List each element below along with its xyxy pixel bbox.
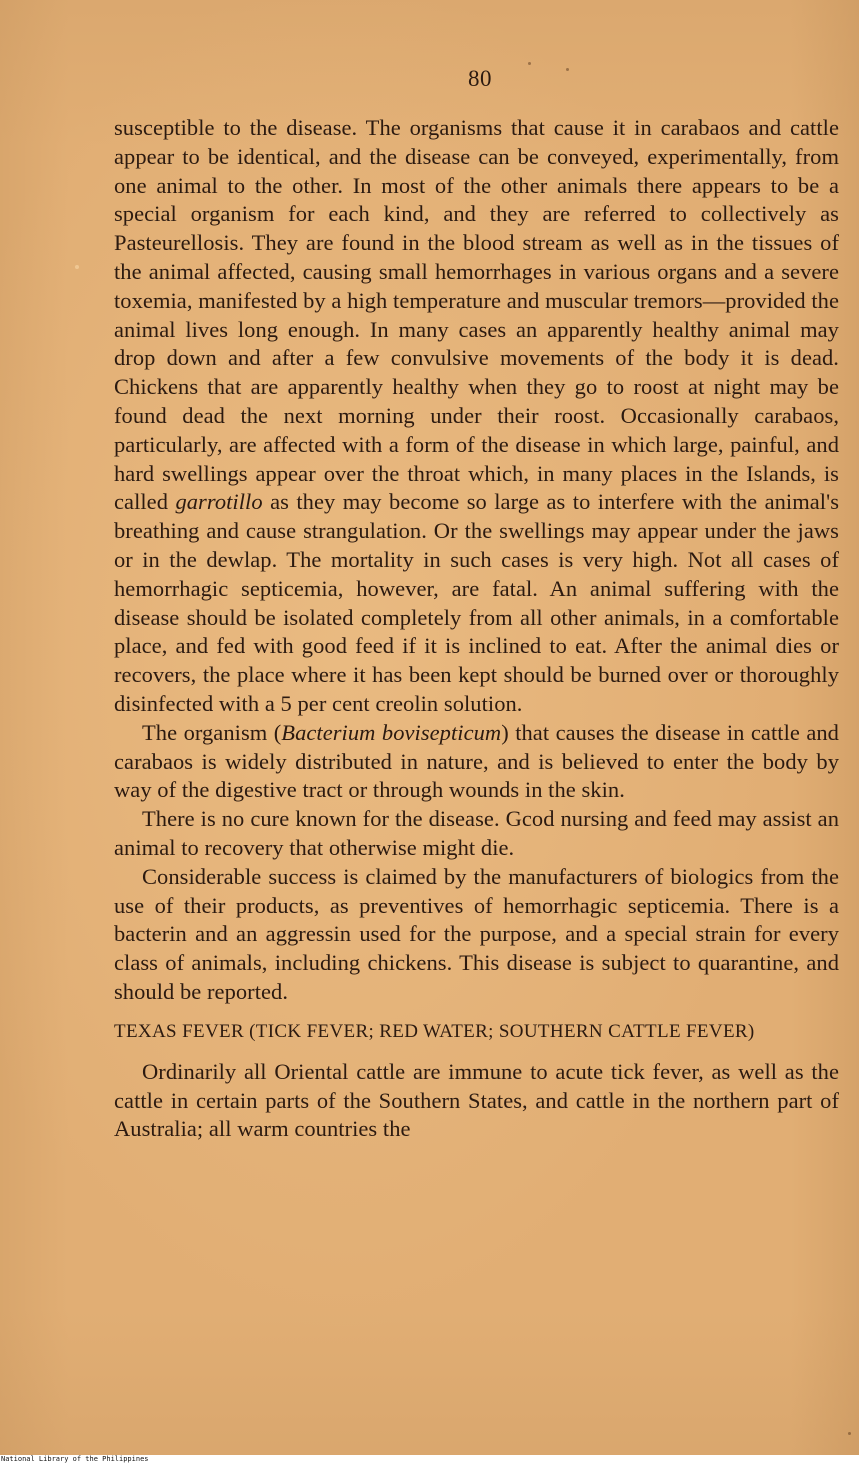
- body-text: [114, 114, 839, 1144]
- section-heading-texas-fever: TEXAS FEVER (TICK FEVER; RED WATER; SOUTHERN CATTLE FEVER): [114, 1020, 755, 1042]
- paper-speck: [566, 68, 569, 71]
- paragraph-hemorrhagic-septicemia: [114, 114, 839, 719]
- paper-speck: [75, 265, 79, 269]
- paragraph-organism: [114, 719, 839, 805]
- italic-term-garrotillo: garrotillo: [175, 489, 263, 515]
- paper-speck: [848, 1432, 851, 1435]
- paragraph-tick-fever: [114, 1058, 839, 1144]
- page-number: 80: [468, 66, 492, 91]
- text-segment: The organism (: [142, 719, 282, 745]
- paragraph-no-cure: [114, 805, 839, 863]
- paragraph-biologics: [114, 863, 839, 1007]
- text-segment: ) that causes the disease in cattle and carabaos is widely distributed in nature, and is believed to enter the body by way of the digestive tract or through wounds in the skin.: [114, 719, 839, 803]
- paper-speck: [528, 62, 531, 65]
- library-credit: National Library of the Philippines: [0, 1455, 859, 1463]
- text-segment: susceptible to the disease. The organisms that cause it in carabaos and cattle appear to be identical, and the disease can be conveyed, experimentally, from one animal to the other. In most of the other animals there appears to be a special organism for each kind, and they are referred to collectively as Pasteurellosis. They are found in the blood stream as well as in the tissues of the animal affected, causing small hemorrhages in various organs and a severe toxemia, manifested by a high temperature and muscular tremors—provided the animal lives long enough. In many cases an apparently healthy animal may drop down and after a few convulsive movements of the body it is dead. Chickens that are apparently healthy when they go to roost at night may be found dead the next morning under their roost. Occasionally carabaos, particularly, are affected with a form of the disease in which large, painful, and hard swellings appear over the throat which, in many places in the Islands, is called: [114, 115, 839, 515]
- text-segment: Considerable success is claimed by the manufacturers of biologics from the use of their products, as preventives of hemorrhagic septicemia. There is a bacterin and an aggressin used for the purpose, and a special strain for every class of animals, including chickens. This disease is subject to quarantine, and should be reported.: [114, 863, 839, 1004]
- text-segment: There is no cure known for the disease. Gcod nursing and feed may assist an animal to recovery that otherwise might die.: [114, 806, 839, 860]
- italic-term-bacterium: Bacterium bovisepticum: [281, 719, 502, 745]
- text-segment: Ordinarily all Oriental cattle are immune to acute tick fever, as well as the cattle in certain parts of the Southern States, and cattle in the northern part of Australia; all warm countries the: [114, 1058, 839, 1142]
- text-segment: as they may become so large as to interfere with the animal's breathing and cause strangulation. Or the swellings may appear under the jaws or in the dewlap. The mortality in such cases is very high. Not all cases of hemorrhagic septicemia, however, are fatal. An animal suffering with the disease should be isolated completely from all other animals, in a comfortable place, and fed with good feed if it is inclined to eat. After the animal dies or recovers, the place where it has been kept should be burned over or thoroughly disinfected with a 5 per cent creolin solution.: [114, 489, 840, 716]
